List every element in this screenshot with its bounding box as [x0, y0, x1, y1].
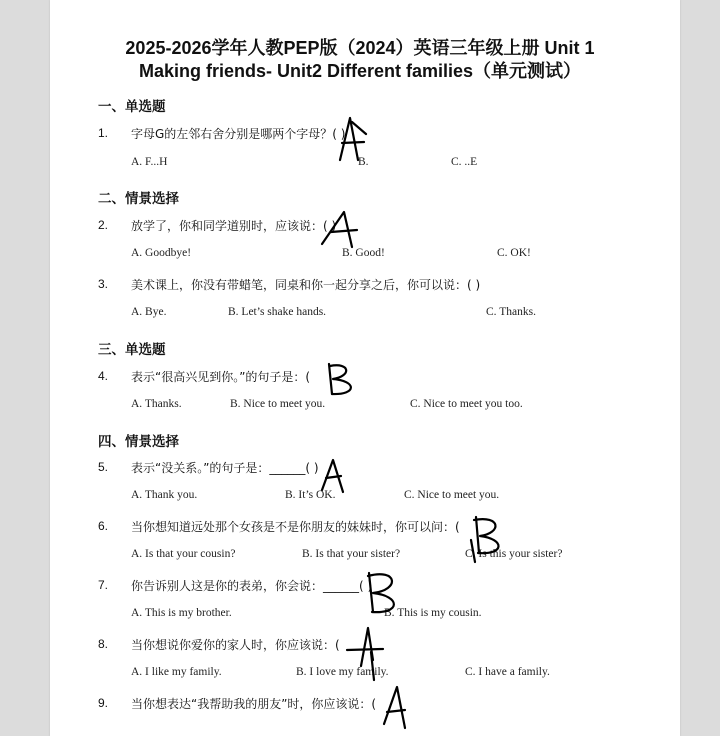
- question-number: 2.: [98, 218, 109, 232]
- worksheet-title-line-1: 2025-2026学年人教PEP版（2024）英语三年级上册 Unit 1: [125, 38, 595, 58]
- question-text: 当你想说你爱你的家人时，你应该说：(: [131, 638, 340, 652]
- section-heading-4: 四、情景选择: [98, 434, 179, 450]
- option-c: C. I have a family.: [465, 666, 550, 678]
- question-number: 8.: [98, 637, 109, 651]
- option-a: A. Bye.: [131, 306, 167, 318]
- question-text: 当你想知道远处那个女孩是不是你朋友的妹妹时，你可以问：(: [131, 520, 460, 534]
- option-a: A. I like my family.: [131, 666, 222, 678]
- option-c: C. Is this your sister?: [465, 548, 563, 560]
- option-b: B. Let’s shake hands.: [228, 306, 327, 318]
- question-text: 放学了，你和同学道别时，应该说：( ): [131, 219, 337, 233]
- option-a: A. Thank you.: [131, 489, 198, 501]
- option-c: C. Nice to meet you too.: [410, 398, 523, 410]
- option-a: A. Goodbye!: [131, 247, 192, 259]
- option-b: B. It’s OK.: [285, 489, 336, 501]
- option-a: A. This is my brother.: [131, 607, 232, 619]
- question-text: 表示“很高兴见到你。”的句子是：(: [131, 370, 311, 384]
- question-number: 1.: [98, 126, 109, 140]
- question-number: 5.: [98, 460, 109, 474]
- option-c: C. Thanks.: [486, 306, 536, 318]
- question-number: 9.: [98, 696, 109, 710]
- question-number: 3.: [98, 277, 109, 291]
- option-a: A. F...H: [131, 156, 168, 168]
- option-b: B. Is that your sister?: [302, 548, 401, 560]
- question-text: 你告诉别人这是你的表弟，你会说：______( ): [131, 579, 373, 593]
- option-a: A. Thanks.: [131, 398, 182, 410]
- option-a: A. Is that your cousin?: [131, 548, 236, 560]
- section-heading-3: 三、单选题: [98, 342, 166, 358]
- option-c: C. OK!: [497, 247, 531, 259]
- question-number: 6.: [98, 519, 109, 533]
- section-heading-1: 一、单选题: [98, 99, 166, 115]
- question-text: 美术课上，你没有带蜡笔，同桌和你一起分享之后，你可以说：( ): [131, 278, 481, 292]
- worksheet-title-line-2: Making friends- Unit2 Different families（单元测试）: [138, 61, 582, 81]
- question-number: 7.: [98, 578, 109, 592]
- question-text: 字母G的左邻右舍分别是哪两个字母？( ): [131, 127, 346, 141]
- option-c: C. ..E: [451, 156, 478, 168]
- question-text: 当你想表达“我帮助我的朋友”时，你应该说：(: [131, 697, 377, 711]
- option-b: B. I love my family.: [296, 666, 389, 678]
- section-heading-2: 二、情景选择: [98, 191, 179, 207]
- option-b: B. Good!: [342, 247, 385, 259]
- question-number: 4.: [98, 369, 109, 383]
- question-text: 表示“没关系。”的句子是：______( ): [131, 461, 319, 475]
- option-b: B. This is my cousin.: [384, 607, 482, 619]
- option-b: B. Nice to meet you.: [230, 398, 326, 410]
- option-b: B.: [358, 156, 369, 168]
- option-c: C. Nice to meet you.: [404, 489, 500, 501]
